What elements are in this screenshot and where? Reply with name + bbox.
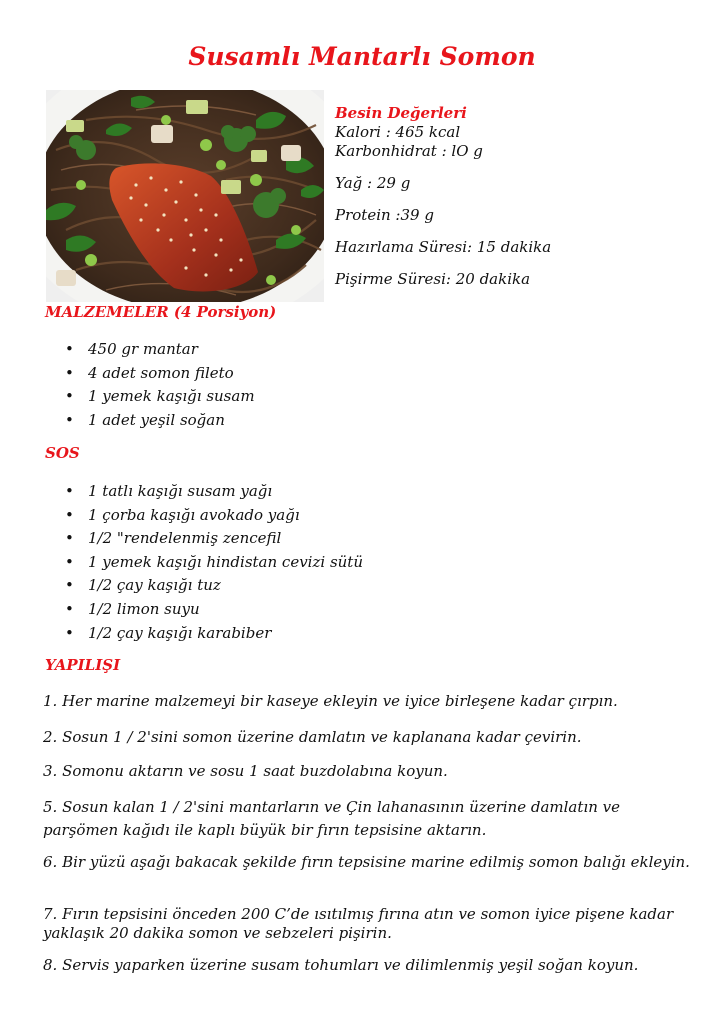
list-item: • 1 çorba kaşığı avokado yağı [45, 504, 363, 528]
method-step: 7. Fırın tepsisini önceden 200 C’de ısıtılmış fırına atın ve somon iyice pişene kadar yaklaşık 20 dakika somon ve sebzeleri pişirin. [43, 905, 674, 942]
list-item: • 450 gr mantar [45, 338, 255, 362]
nutrition-calories: Kalori : 465 kcal [335, 123, 461, 141]
ingredients-heading: MALZEMELER (4 Porsiyon) [45, 303, 277, 321]
sauce-list [45, 480, 363, 645]
method-step: 6. Bir yüzü aşağı bakacak şekilde fırın tepsisine marine edilmiş somon balığı ekleyin. [43, 853, 690, 871]
list-item: • 1/2 "rendelenmiş zencefil [45, 527, 363, 551]
cook-time: Pişirme Süresi: 20 dakika [335, 270, 531, 288]
method-step: 3. Somonu aktarın ve sosu 1 saat buzdolabına koyun. [43, 762, 448, 780]
method-step: 1. Her marine malzemeyi bir kaseye ekleyin ve iyice birleşene kadar çırpın. [43, 692, 618, 710]
list-item: • 1/2 çay kaşığı tuz [45, 574, 363, 598]
list-item: • 1 tatlı kaşığı susam yağı [45, 480, 363, 504]
list-item: • 1/2 limon suyu [45, 598, 363, 622]
recipe-title: Susamlı Mantarlı Somon [188, 42, 536, 71]
method-step: 8. Servis yaparken üzerine susam tohumları ve dilimlenmiş yeşil soğan koyun. [43, 956, 639, 974]
list-item: • 1 yemek kaşığı hindistan cevizi sütü [45, 551, 363, 575]
method-step: 5. Sosun kalan 1 / 2'sini mantarların ve Çin lahanasının üzerine damlatın ve parşömen kağıdı ile kaplı büyük bir fırın tepsisine aktarın. [43, 798, 620, 839]
prep-time: Hazırlama Süresi: 15 dakika [335, 238, 552, 256]
nutrition-fat: Yağ : 29 g [335, 174, 411, 192]
nutrition-panel [335, 104, 705, 289]
sauce-heading: SOS [45, 444, 80, 462]
list-item: • 1 adet yeşil soğan [45, 409, 255, 433]
list-item: • 1 yemek kaşığı susam [45, 385, 255, 409]
list-item: • 4 adet somon fileto [45, 362, 255, 386]
ingredients-list [45, 338, 255, 432]
method-step: 2. Sosun 1 / 2'sini somon üzerine damlatın ve kaplanana kadar çevirin. [43, 728, 582, 746]
nutrition-carbs: Karbonhidrat : lO g [335, 142, 483, 160]
nutrition-protein: Protein :39 g [335, 206, 434, 224]
method-heading: YAPILIŞI [45, 656, 121, 674]
nutrition-heading: Besin Değerleri [335, 104, 467, 122]
salmon-dish-photo [46, 90, 324, 302]
list-item: • 1/2 çay kaşığı karabiber [45, 622, 363, 646]
